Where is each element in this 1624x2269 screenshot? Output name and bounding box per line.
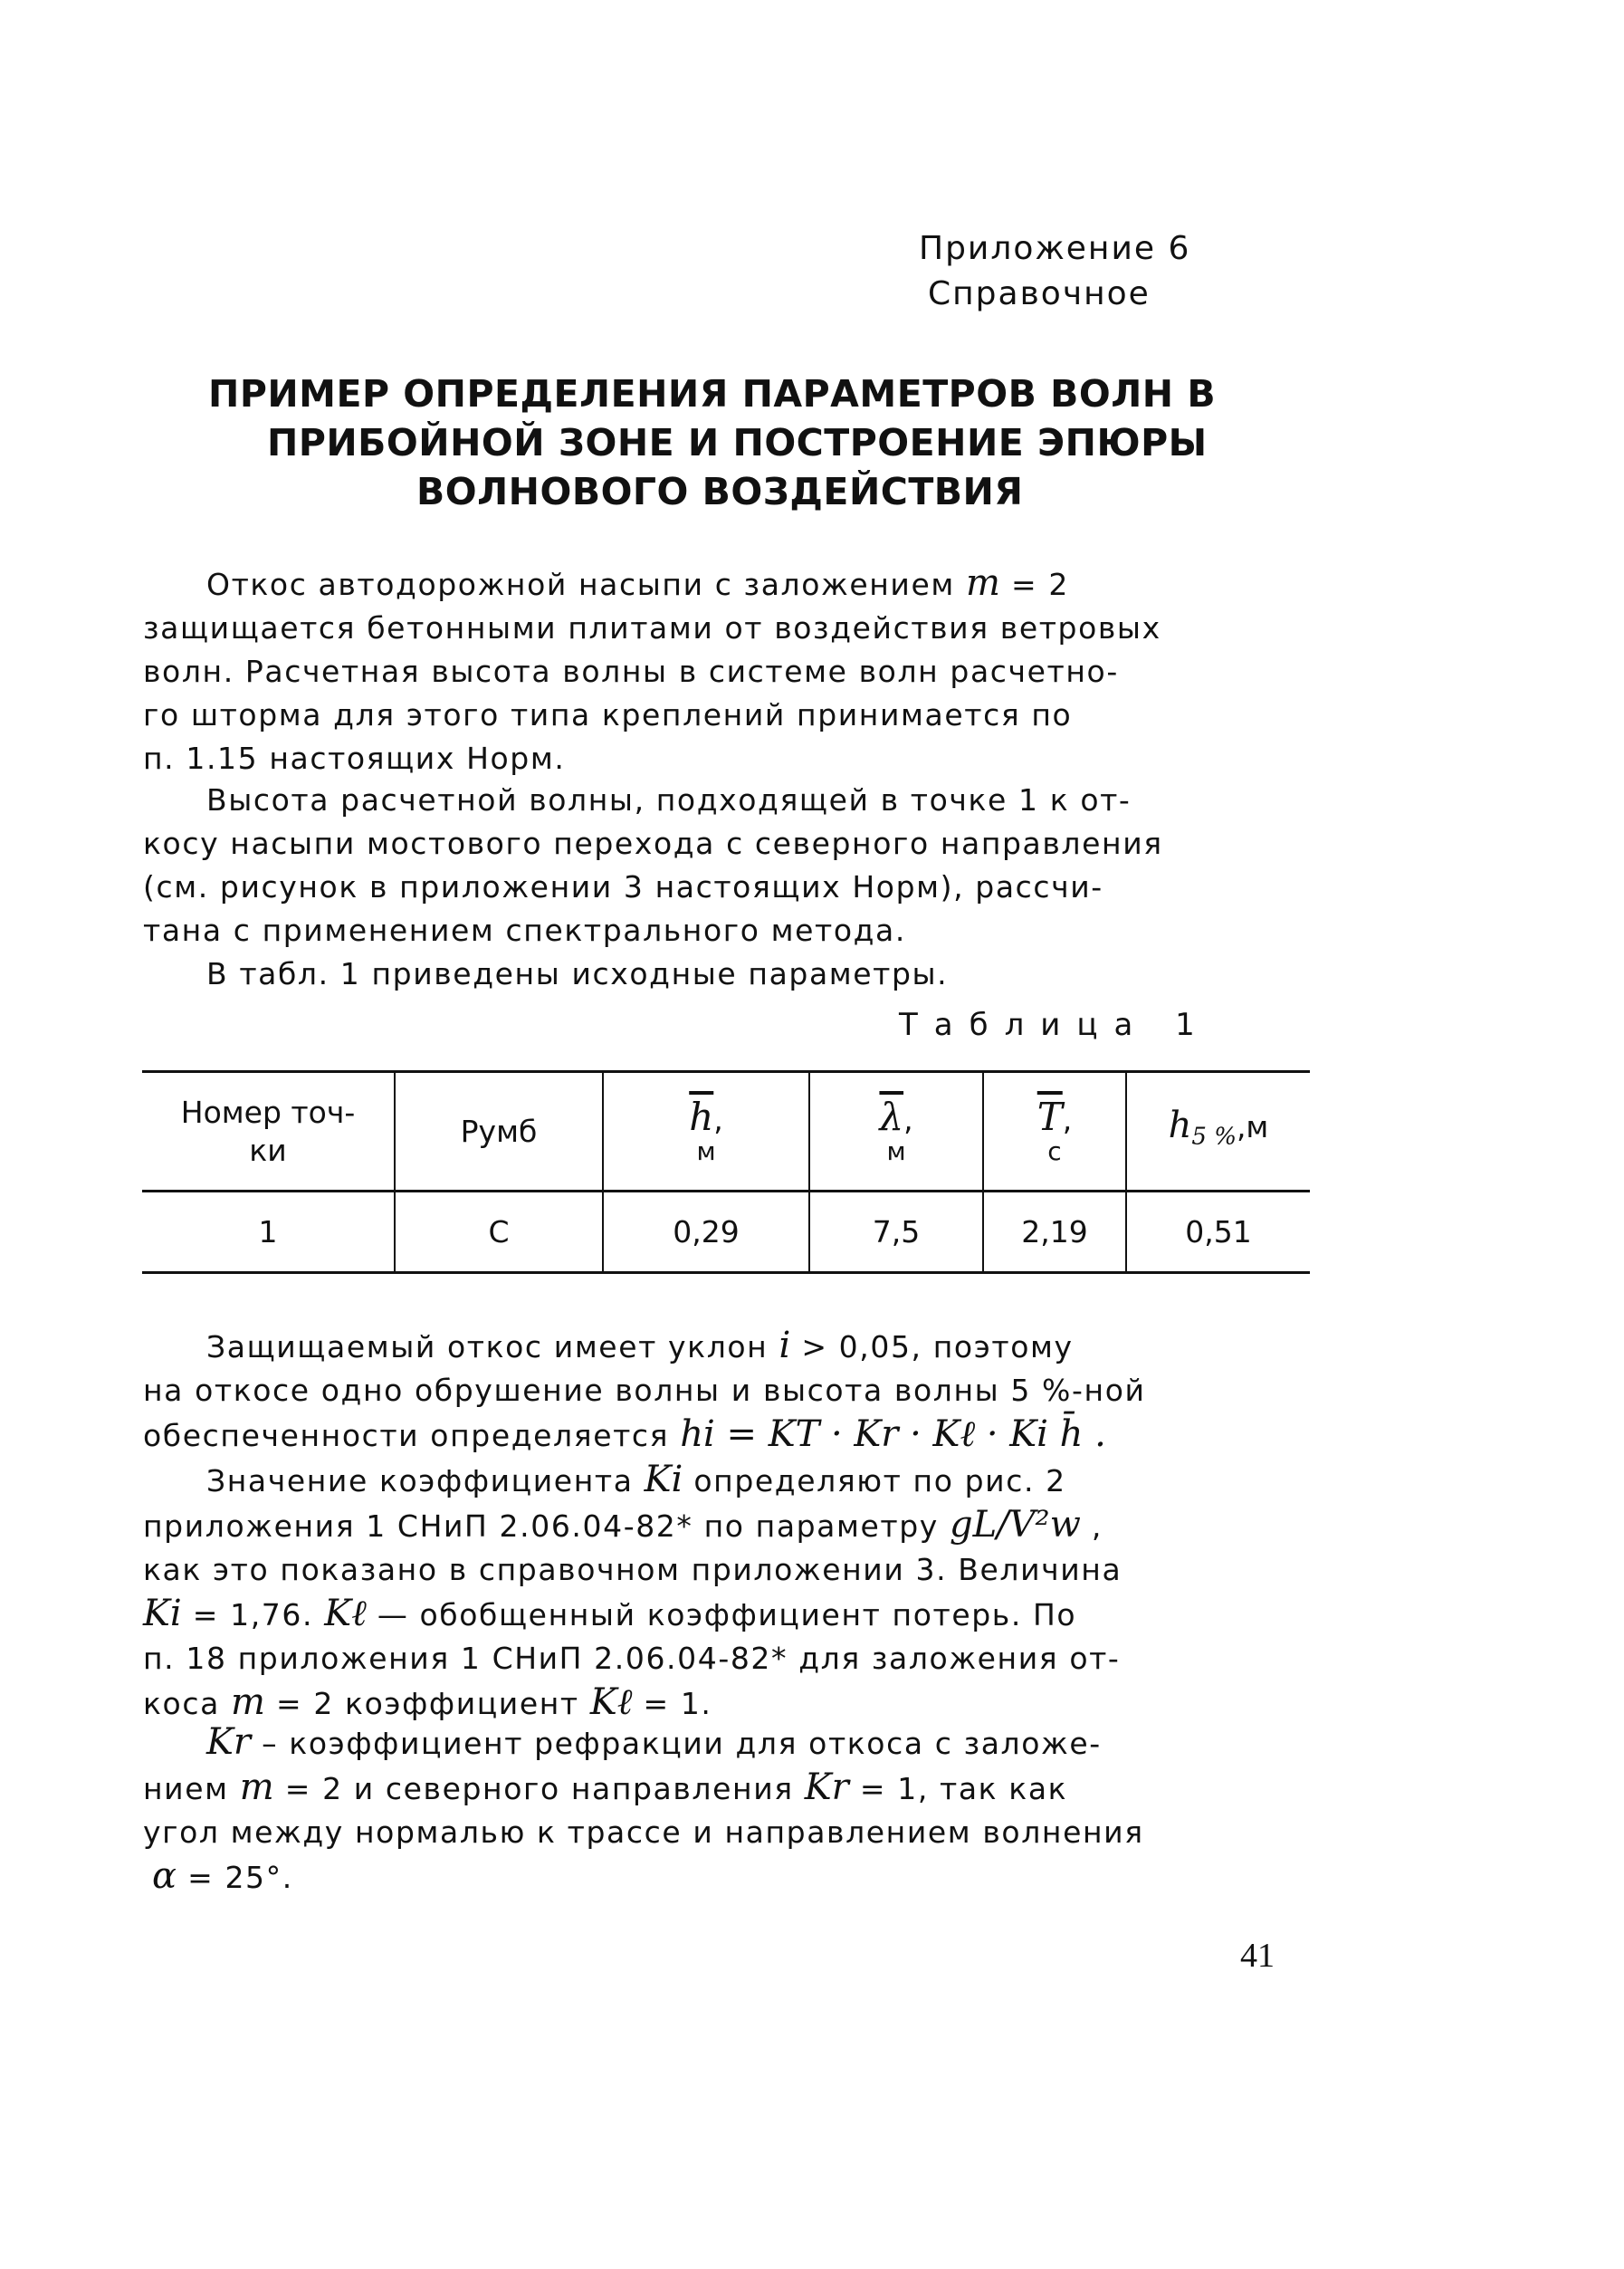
para5-line-6 — [143, 1680, 1320, 1726]
text: = 2 и северного направления — [273, 1771, 805, 1806]
text: нием — [143, 1771, 240, 1806]
para2-line-1: Высота расчетной волны, подходящей в точке 1 к от- — [206, 782, 1132, 818]
variable-m: m — [965, 562, 1000, 604]
unit-lambda: м — [886, 1136, 906, 1166]
table-caption: Таблица 1 — [899, 1007, 1211, 1043]
paragraph-5 — [143, 1458, 1320, 1726]
para6-line-2 — [143, 1766, 1320, 1811]
text: = 2 — [999, 567, 1069, 602]
para1-line-5: п. 1.15 настоящих Норм. — [143, 741, 566, 776]
header-point-line1: Номер точ- — [180, 1094, 356, 1130]
para5-line-4 — [143, 1592, 1320, 1637]
text: коса — [143, 1686, 231, 1721]
page-title — [199, 369, 1313, 516]
para6-line-4 — [143, 1854, 1320, 1900]
parameters-table — [142, 1070, 1310, 1274]
para6-line-1 — [143, 1720, 1320, 1766]
variable-m: m — [230, 1681, 265, 1723]
variable-ki: Ki — [644, 1459, 683, 1500]
para1-line-2: защищается бетонными плитами от воздействия ветровых — [143, 610, 1161, 646]
cell-h5: 0,51 — [1126, 1192, 1310, 1273]
symbol-t: $\overline{T}$ — [1036, 1095, 1063, 1139]
symbol-h5: h — [1168, 1105, 1192, 1147]
para5-line-5: п. 18 приложения 1 СНиП 2.06.04-82* для заложения от- — [143, 1641, 1121, 1676]
text: > 0,05, поэтому — [790, 1329, 1074, 1364]
title-line-1: ПРИМЕР ОПРЕДЕЛЕНИЯ ПАРАМЕТРОВ ВОЛН В — [208, 372, 1217, 416]
cell-point: 1 — [142, 1192, 395, 1273]
title-line-2: ПРИБОЙНОЙ ЗОНЕ И ПОСТРОЕНИЕ ЭПЮРЫ — [267, 421, 1208, 464]
text: обеспеченности определяется — [143, 1418, 681, 1453]
parameter-gl-v2: gL/V²w — [950, 1504, 1081, 1546]
text: Защищаемый откос имеет уклон — [206, 1329, 779, 1364]
header-point — [142, 1072, 395, 1192]
para4-line-2: на откосе одно обрушение волны и высота волны 5 %-ной — [143, 1373, 1146, 1408]
paragraph-3 — [143, 953, 1320, 996]
paragraph-6 — [143, 1720, 1320, 1900]
paragraph-2 — [143, 779, 1320, 953]
subscript-h5: 5 % — [1191, 1123, 1237, 1151]
header-point-line2: ки — [249, 1132, 287, 1168]
variable-kr: Kr — [804, 1766, 849, 1808]
page-number: 41 — [1240, 1937, 1275, 1975]
cell-h: 0,29 — [603, 1192, 809, 1273]
text: определяют по рис. 2 — [683, 1463, 1066, 1498]
variable-i: i — [779, 1325, 791, 1366]
appendix-kind: Справочное — [928, 275, 1151, 312]
variable-ki: Ki — [143, 1593, 182, 1634]
para1-line-1 — [143, 561, 1320, 607]
para2-line-3: (см. рисунок в приложении 3 настоящих Норм), рассчи- — [143, 869, 1103, 905]
para2-line-4: тана с применением спектрального метода. — [143, 913, 906, 948]
para4-line-1 — [143, 1324, 1320, 1369]
para5-line-2 — [143, 1503, 1320, 1548]
unit-h5: ,м — [1236, 1109, 1269, 1145]
appendix-header — [919, 226, 1190, 317]
cell-t: 2,19 — [983, 1192, 1126, 1273]
variable-kr: Kr — [206, 1721, 252, 1763]
text: – коэффициент рефракции для откоса с заложе- — [251, 1726, 1102, 1761]
text: , — [1080, 1508, 1103, 1544]
text: приложения 1 СНиП 2.06.04-82* по параметру — [143, 1508, 950, 1544]
variable-kl: Kℓ — [589, 1681, 633, 1723]
para3-line-1: В табл. 1 приведены исходные параметры. — [206, 956, 949, 991]
para4-line-3 — [143, 1412, 1320, 1458]
text: = 1,76. — [181, 1597, 325, 1632]
para5-line-3: как это показано в справочном приложении 3. Величина — [143, 1552, 1122, 1587]
text: Значение коэффициента — [206, 1463, 645, 1498]
header-lambda: $\overline{\lambda}$, м — [809, 1072, 983, 1192]
variable-alpha: α — [152, 1855, 177, 1897]
formula-hi: hi = KT · Kr · Kℓ · Ki h̄ . — [680, 1413, 1106, 1455]
text: = 1. — [632, 1686, 712, 1721]
text: — обобщенный коэффициент потерь. По — [366, 1597, 1077, 1632]
appendix-label: Приложение 6 — [919, 230, 1191, 267]
unit-h: м — [696, 1136, 716, 1166]
table-row — [142, 1192, 1310, 1273]
text: Откос автодорожной насыпи с заложением — [206, 567, 966, 602]
variable-m: m — [239, 1766, 274, 1808]
header-h: $\overline{h}$, м — [603, 1072, 809, 1192]
symbol-h: $\overline{h}$ — [689, 1095, 714, 1139]
para6-line-3: угол между нормалью к трассе и направлением волнения — [143, 1814, 1144, 1850]
para1-line-3: волн. Расчетная высота волны в системе волн расчетно- — [143, 654, 1119, 689]
unit-t: с — [1047, 1136, 1062, 1166]
text: = 1, так как — [848, 1771, 1068, 1806]
symbol-lambda: $\overline{\lambda}$ — [879, 1095, 904, 1139]
header-rumb: Румб — [395, 1072, 603, 1192]
para5-line-1 — [143, 1458, 1320, 1503]
para2-line-2: косу насыпи мостового перехода с северного направления — [143, 826, 1163, 861]
header-h5 — [1126, 1072, 1310, 1192]
variable-kl: Kℓ — [324, 1593, 367, 1634]
para1-line-4: го шторма для этого типа креплений принимается по — [143, 697, 1073, 732]
header-t: $\overline{T}$, с — [983, 1072, 1126, 1192]
paragraph-1 — [143, 561, 1320, 780]
title-line-3: ВОЛНОВОГО ВОЗДЕЙСТВИЯ — [416, 470, 1024, 513]
text: = 2 коэффициент — [264, 1686, 590, 1721]
table-header-row — [142, 1072, 1310, 1192]
cell-lambda: 7,5 — [809, 1192, 983, 1273]
paragraph-4 — [143, 1324, 1320, 1458]
cell-rumb: С — [395, 1192, 603, 1273]
text: = 25°. — [177, 1860, 293, 1895]
